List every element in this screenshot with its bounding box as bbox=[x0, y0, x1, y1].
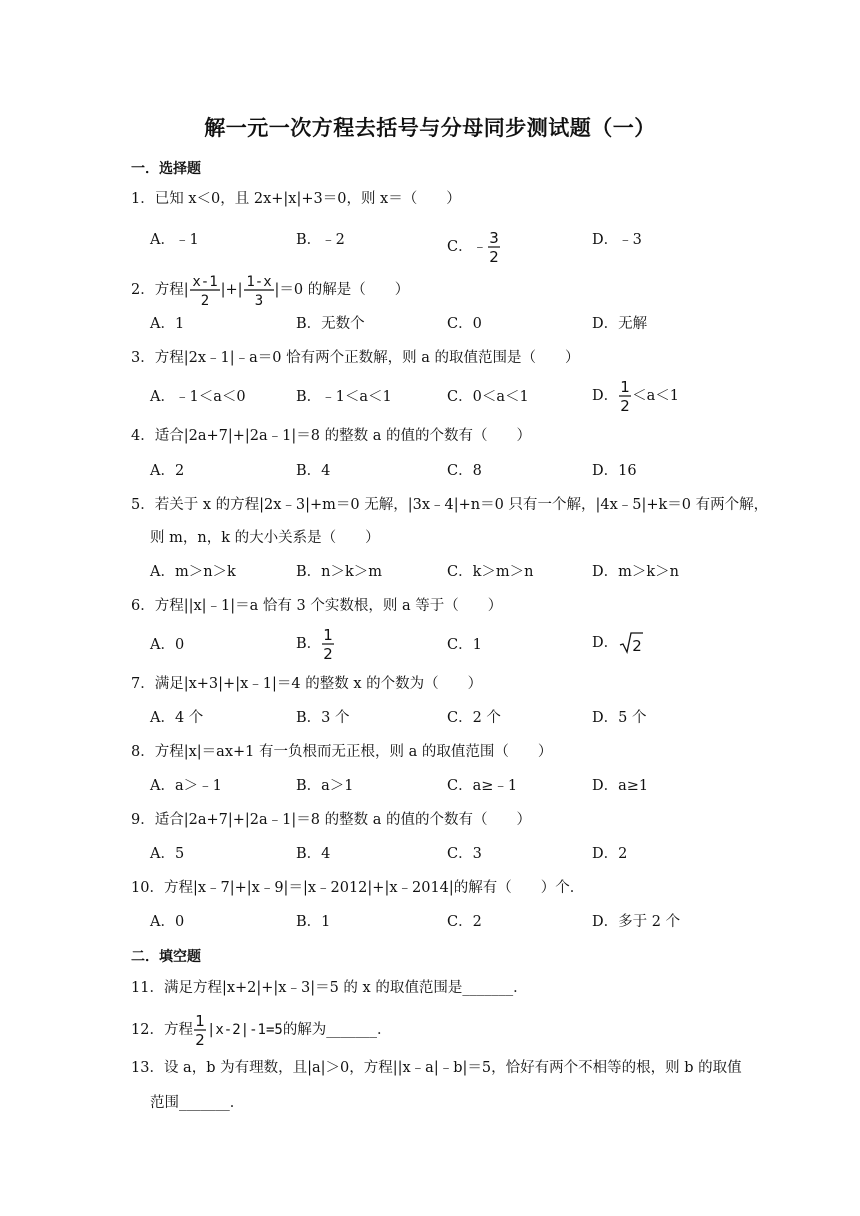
q6-option-a: A．0 bbox=[150, 637, 185, 653]
q5-option-d: D．m＞k＞n bbox=[592, 564, 679, 580]
question-13-continued: 范围_______． bbox=[150, 1095, 245, 1111]
q2-option-a: A．1 bbox=[150, 316, 185, 332]
question-6: 6．方程||x|﹣1|＝a 恰有 3 个实数根，则 a 等于（ ） bbox=[131, 598, 503, 614]
q8-option-c: C．a≥﹣1 bbox=[447, 778, 518, 794]
q9-option-a: A．5 bbox=[150, 846, 185, 862]
q9-option-d: D．2 bbox=[592, 846, 628, 862]
svg-text:2: 2 bbox=[620, 397, 630, 414]
q7-option-a: A．4 个 bbox=[150, 710, 204, 726]
question-2: 2．方程| x-1 2 |+| 1-x 3 |＝0 的解是（ ） bbox=[131, 274, 410, 308]
question-7: 7．满足|x+3|+|x﹣1|＝4 的整数 x 的个数为（ ） bbox=[131, 676, 483, 692]
fraction-one-half bbox=[321, 626, 335, 662]
question-3: 3．方程|2x﹣1|﹣a＝0 恰有两个正数解，则 a 的取值范围是（ ） bbox=[131, 350, 580, 366]
q1-option-d: D．﹣3 bbox=[592, 232, 642, 248]
q4-option-d: D．16 bbox=[592, 463, 637, 479]
q5-option-a: A．m＞n＞k bbox=[150, 564, 236, 580]
q9-option-b: B．4 bbox=[296, 846, 331, 862]
q4-option-a: A．2 bbox=[150, 463, 185, 479]
q4-option-b: B．4 bbox=[296, 463, 331, 479]
svg-text:3: 3 bbox=[254, 293, 263, 308]
fraction-one-half bbox=[193, 1012, 207, 1048]
question-13: 13．设 a，b 为有理数，且|a|＞0，方程||x﹣a|﹣b|＝5，恰好有两个不相等的根，则 b 的取值 bbox=[131, 1060, 742, 1076]
q4-option-c: C．8 bbox=[447, 463, 482, 479]
q2-option-b: B．无数个 bbox=[296, 316, 365, 332]
q1-option-a: A．﹣1 bbox=[150, 232, 199, 248]
svg-text:1-x: 1-x bbox=[245, 274, 272, 290]
question-10: 10．方程|x﹣7|+|x﹣9|＝|x﹣2012|+|x﹣2014|的解有（ ）个． bbox=[131, 880, 585, 896]
q2-option-c: C．0 bbox=[447, 316, 482, 332]
q3-option-a: A．﹣1＜a＜0 bbox=[150, 389, 246, 405]
fraction-one-half bbox=[618, 378, 632, 414]
svg-text:2: 2 bbox=[195, 1031, 205, 1048]
question-4: 4．适合|2a+7|+|2a﹣1|＝8 的整数 a 的值的个数有（ ） bbox=[131, 428, 531, 444]
q8-option-b: B．a＞1 bbox=[296, 778, 354, 794]
svg-text:3: 3 bbox=[489, 229, 499, 247]
section-heading-fill: 二．填空题 bbox=[131, 949, 201, 965]
q5-option-c: C．k＞m＞n bbox=[447, 564, 534, 580]
svg-text:2: 2 bbox=[200, 293, 209, 308]
q7-option-d: D．5 个 bbox=[592, 710, 647, 726]
q10-option-d: D．多于 2 个 bbox=[592, 914, 681, 930]
q10-option-a: A．0 bbox=[150, 914, 185, 930]
q7-option-b: B．3 个 bbox=[296, 710, 350, 726]
svg-text:2: 2 bbox=[632, 637, 642, 655]
q8-option-a: A．a＞﹣1 bbox=[150, 778, 222, 794]
fraction-x-minus-1-over-2 bbox=[189, 272, 221, 308]
question-8: 8．方程|x|＝ax+1 有一负根而无正根，则 a 的取值范围（ ） bbox=[131, 744, 553, 760]
q3-option-d: D． 1 2 ＜a＜1 bbox=[592, 378, 680, 414]
q9-option-c: C．3 bbox=[447, 846, 482, 862]
q1-option-c: C．﹣ 3 2 bbox=[447, 229, 501, 265]
question-1: 1．已知 x＜0，且 2x+|x|+3＝0，则 x＝（ ） bbox=[131, 191, 461, 207]
question-12: 12．方程 1 2 |x-2|-1=5的解为_______． bbox=[131, 1012, 392, 1048]
section-heading-choice: 一．选择题 bbox=[131, 161, 201, 177]
page-title: 解一元一次方程去括号与分母同步测试题（一） bbox=[204, 115, 656, 140]
question-5-continued: 则 m，n，k 的大小关系是（ ） bbox=[150, 530, 380, 546]
q8-option-d: D．a≥1 bbox=[592, 778, 649, 794]
q6-option-d: D． 2 bbox=[592, 630, 644, 656]
q2-option-d: D．无解 bbox=[592, 316, 648, 332]
svg-text:1: 1 bbox=[323, 626, 333, 644]
q10-option-c: C．2 bbox=[447, 914, 482, 930]
svg-text:2: 2 bbox=[323, 645, 333, 662]
q3-option-c: C．0＜a＜1 bbox=[447, 389, 529, 405]
fraction-1-minus-x-over-3 bbox=[243, 272, 275, 308]
q6-option-c: C．1 bbox=[447, 637, 482, 653]
question-5: 5．若关于 x 的方程|2x﹣3|+m＝0 无解，|3x﹣4|+n＝0 只有一个解，|4x﹣5|+k＝0 有两个解， bbox=[131, 497, 769, 513]
q3-option-b: B．﹣1＜a＜1 bbox=[296, 389, 392, 405]
q6-option-b: B． 1 2 bbox=[296, 626, 335, 662]
question-9: 9．适合|2a+7|+|2a﹣1|＝8 的整数 a 的值的个数有（ ） bbox=[131, 812, 531, 828]
sqrt-two bbox=[618, 630, 644, 656]
q5-option-b: B．n＞k＞m bbox=[296, 564, 383, 580]
q1-option-b: B．﹣2 bbox=[296, 232, 345, 248]
svg-text:2: 2 bbox=[489, 248, 499, 265]
question-11: 11．满足方程|x+2|+|x﹣3|＝5 的 x 的取值范围是_______． bbox=[131, 980, 528, 996]
svg-text:1: 1 bbox=[195, 1012, 205, 1030]
q10-option-b: B．1 bbox=[296, 914, 331, 930]
svg-text:1: 1 bbox=[620, 378, 630, 396]
svg-text:x-1: x-1 bbox=[191, 274, 218, 290]
q7-option-c: C．2 个 bbox=[447, 710, 501, 726]
fraction-three-halves bbox=[487, 229, 501, 265]
